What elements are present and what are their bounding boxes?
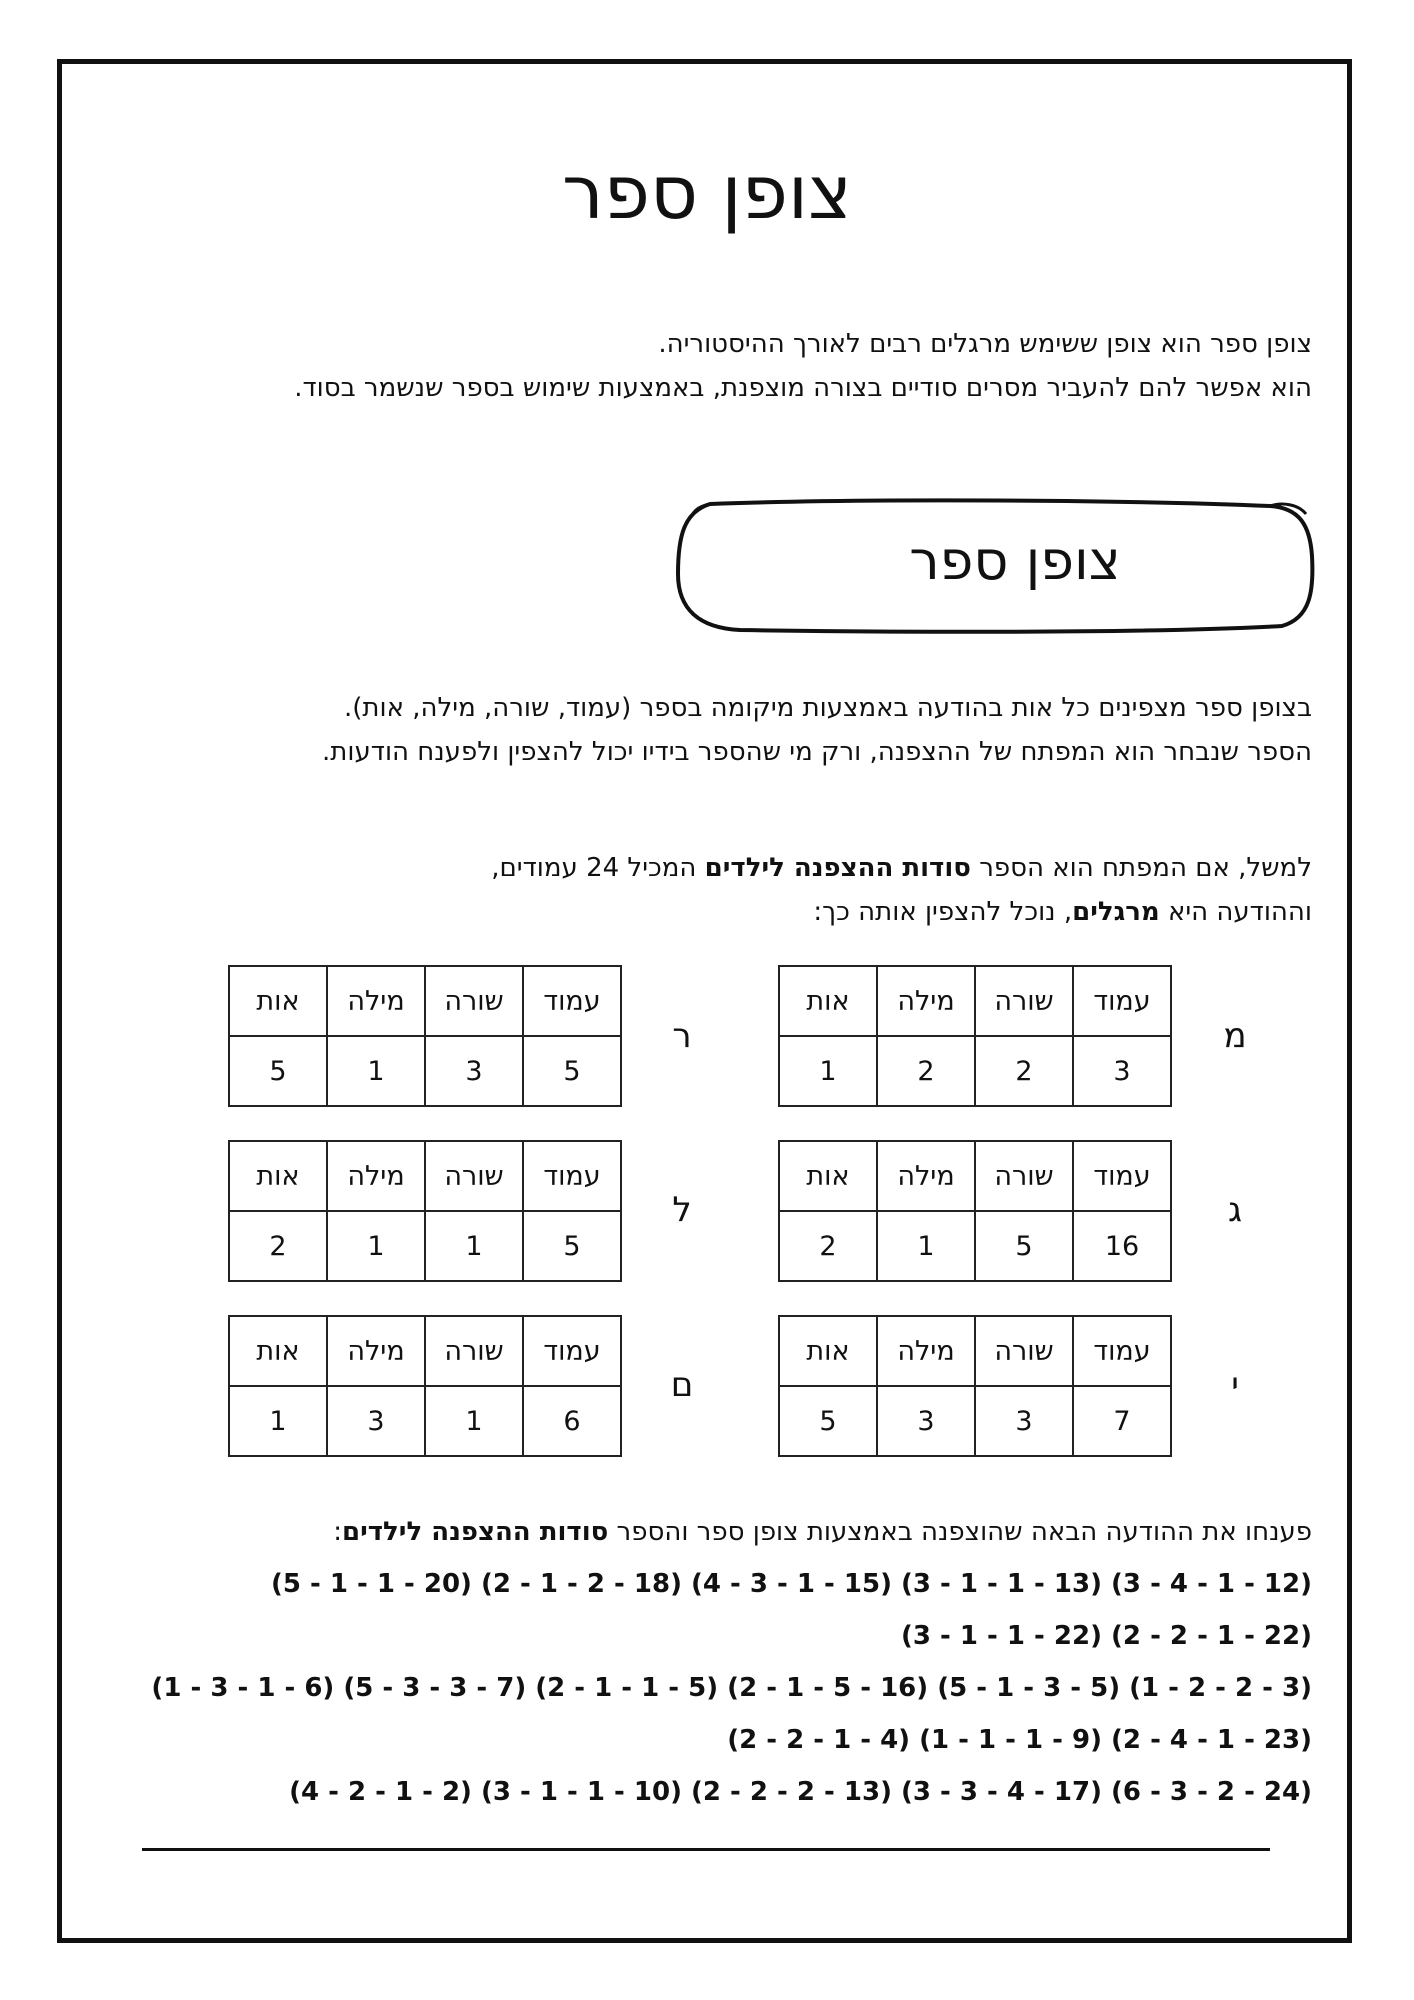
table-row: 5 1 1 2 [229, 1211, 621, 1281]
table-header-row: עמוד שורה מילה אות [779, 1316, 1171, 1386]
cipher-line: (3 - 2 - 2 - 1) (5 - 3 - 1 - 5) (16 - 5 - 1 - 2) (5 - 1 - 1 - 2) (7 - 3 - 3 - 5) (6 - 1 - 3 - 1) [151, 1673, 1312, 1703]
cipher-line: (12 - 1 - 4 - 3) (13 - 1 - 1 - 3) (15 - 1 - 3 - 4) (18 - 2 - 1 - 2) (20 - 1 - 1 - 5) [270, 1569, 1312, 1599]
table-header-row: עמוד שורה מילה אות [779, 966, 1171, 1036]
message-word: מרגלים [1072, 897, 1160, 927]
example-line: וההודעה היא מרגלים, נוכל להצפין אותה כך: [813, 897, 1312, 927]
cipher-table [778, 1315, 1172, 1457]
cipher-table [778, 965, 1172, 1107]
cipher-line: (24 - 2 - 3 - 6) (17 - 4 - 3 - 3) (13 - 2 - 2 - 2) (10 - 1 - 1 - 3) (2 - 1 - 2 - 4) [289, 1777, 1312, 1807]
book-name: סודות ההצפנה לילדים [704, 853, 971, 883]
table-header-row: עמוד שורה מילה אות [779, 1141, 1171, 1211]
table-row: 5 3 1 5 [229, 1036, 621, 1106]
cipher-table [778, 1140, 1172, 1282]
table-header-row: עמוד שורה מילה אות [229, 1316, 621, 1386]
cipher-line: (22 - 1 - 2 - 2) (22 - 1 - 1 - 3) [901, 1621, 1312, 1651]
table-row: 3 2 2 1 [779, 1036, 1171, 1106]
table-header-row: עמוד שורה מילה אות [229, 1141, 621, 1211]
cipher-letter: מ [1223, 1016, 1247, 1056]
cipher-table [228, 1315, 622, 1457]
table-row: 6 1 3 1 [229, 1386, 621, 1456]
cipher-line: (23 - 1 - 4 - 2) (9 - 1 - 1 - 1) (4 - 1 - 2 - 2) [727, 1725, 1312, 1755]
cipher-table [228, 1140, 622, 1282]
table-row: 16 5 1 2 [779, 1211, 1171, 1281]
cipher-letter: ל [672, 1190, 692, 1230]
cipher-letter: י [1231, 1365, 1239, 1405]
page-title: צופן ספר [562, 150, 852, 236]
explanation-paragraph [130, 686, 1312, 774]
cipher-letter: ג [1227, 1190, 1242, 1230]
section-banner [670, 496, 1320, 640]
intro-line: צופן ספר הוא צופן ששימש מרגלים רבים לאורך ההיסטוריה. [658, 329, 1312, 359]
cipher-letter: ר [672, 1016, 692, 1056]
exercise-intro: פענחו את ההודעה הבאה שהוצפנה באמצעות צופן ספר והספר סודות ההצפנה לילדים: [333, 1517, 1312, 1547]
cipher-letter: ם [670, 1365, 694, 1405]
table-header-row: עמוד שורה מילה אות [229, 966, 621, 1036]
cipher-table [228, 965, 622, 1107]
book-name: סודות ההצפנה לילדים [342, 1517, 609, 1547]
table-row: 7 3 3 5 [779, 1386, 1171, 1456]
intro-line: הוא אפשר להם להעביר מסרים סודיים בצורה מוצפנת, באמצעות שימוש בספר שנשמר בסוד. [294, 373, 1312, 403]
answer-line [142, 1848, 1270, 1851]
example-line: למשל, אם המפתח הוא הספר סודות ההצפנה לילדים המכיל 24 עמודים, [491, 853, 1312, 883]
exercise-section [130, 1506, 1312, 1818]
intro-paragraph [130, 322, 1312, 410]
explanation-line: הספר שנבחר הוא המפתח של ההצפנה, ורק מי שהספר בידיו יכול להצפין ולפענח הודעות. [322, 737, 1312, 767]
example-paragraph [130, 846, 1312, 934]
banner-title: צופן ספר [909, 529, 1121, 592]
explanation-line: בצופן ספר מצפינים כל אות בהודעה באמצעות מיקומה בספר (עמוד, שורה, מילה, אות). [344, 693, 1312, 723]
